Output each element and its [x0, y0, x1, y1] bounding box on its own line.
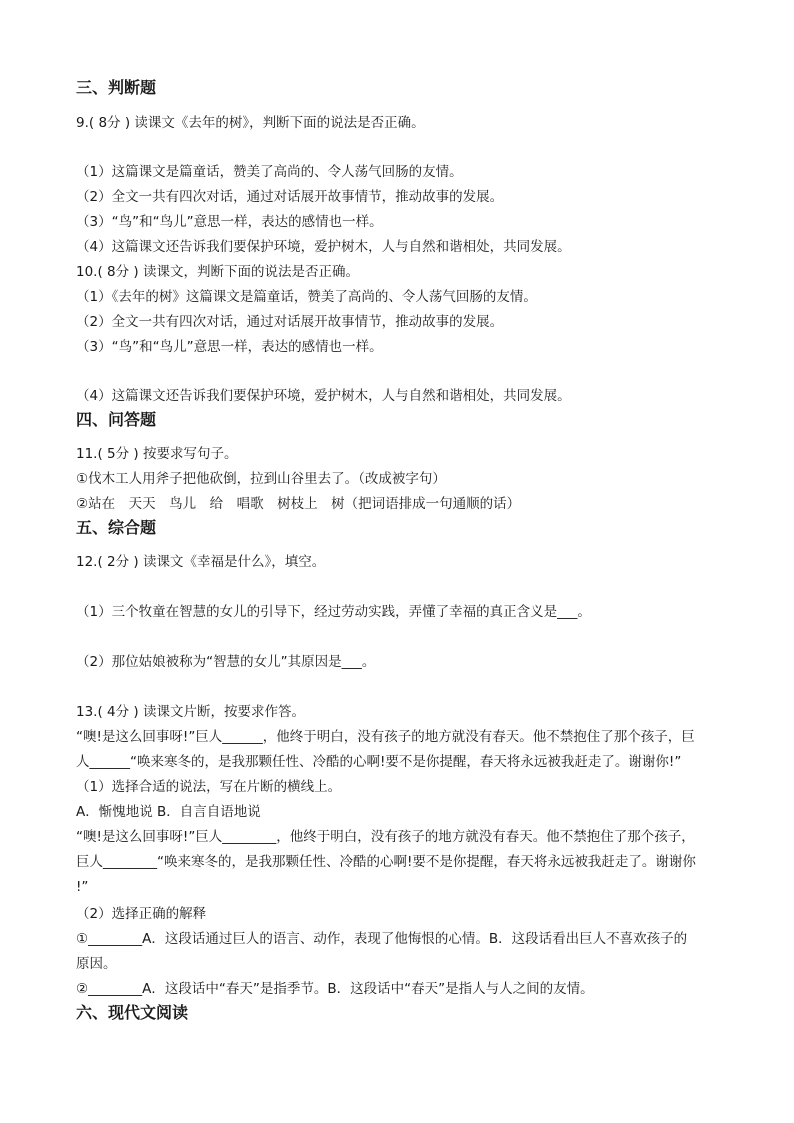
- q13-passage2-line-2: 巨人________“唤来寒冬的，是我那颗任性、冷酷的心啊!要不是你提醒，春天将永远被我赶走了。谢谢你: [76, 854, 696, 870]
- q12-header: 12.( 2分 ) 读课文《幸福是什么》，填空。: [76, 554, 326, 570]
- q10-item-1: （1）《去年的树》这篇课文是篇童话，赞美了高尚的、令人荡气回肠的友情。: [76, 289, 537, 305]
- q13-header: 13.( 4分 ) 读课文片断，按要求作答。: [76, 704, 305, 720]
- q13-passage-line-1: “噢!是这么回事呀!”巨人______，他终于明白，没有孩子的地方就没有春天。他不禁抱住了那个孩子，巨: [76, 729, 695, 745]
- q10-item-2: （2）全文一共有四次对话，通过对话展开故事情节，推动故事的发展。: [76, 314, 504, 330]
- q13-passage2-line-3: !”: [76, 879, 89, 895]
- q9-header: 9.( 8分 ) 读课文《去年的树》，判断下面的说法是否正确。: [76, 115, 425, 131]
- q10-item-4: （4）这篇课文还告诉我们要保护环境，爱护树木，人与自然和谐相处，共同发展。: [76, 388, 571, 404]
- q12-item-2: （2）那位姑娘被称为“智慧的女儿”其原因是___。: [76, 654, 376, 670]
- q13-choice-1-line-1: ①________A．这段话通过巨人的语言、动作，表现了他悔恨的心情。B．这段话看出巨人不喜欢孩子的: [76, 931, 688, 947]
- q9-item-1: （1）这篇课文是篇童话，赞美了高尚的、令人荡气回肠的友情。: [76, 164, 463, 180]
- q11-item-2: ②站在 天天 鸟儿 给 唱歌 树枝上 树（把词语排成一句通顺的话）: [76, 496, 521, 512]
- q13-passage2-line-1: “噢!是这么回事呀!”巨人________，他终于明白，没有孩子的地方就没有春天。他不禁抱住了那个孩子，: [76, 829, 695, 845]
- q13-passage-line-2: 人______“唤来寒冬的，是我那颗任性、冷酷的心啊!要不是你提醒，春天将永远被我赶走了。谢谢你!”: [76, 754, 682, 770]
- q9-item-4: （4）这篇课文还告诉我们要保护环境，爱护树木，人与自然和谐相处，共同发展。: [76, 239, 571, 255]
- q13-choice-1-line-2: 原因。: [76, 956, 117, 972]
- q12-item-1: （1）三个牧童在智慧的女儿的引导下，经过劳动实践，弄懂了幸福的真正含义是___。: [76, 604, 591, 620]
- q11-header: 11.( 5分 ) 按要求写句子。: [76, 446, 238, 462]
- q13-choice-2: ②________A．这段话中“春天”是指季节。B．这段话中“春天”是指人与人之间的友情。: [76, 981, 594, 997]
- q13-sub-question-1: （1）选择合适的说法，写在片断的横线上。: [76, 779, 342, 795]
- section-3-title: 三、判断题: [76, 78, 157, 97]
- q10-item-3: （3）“鸟”和“鸟儿”意思一样，表达的感情也一样。: [76, 339, 383, 355]
- section-4-title: 四、问答题: [76, 410, 157, 429]
- q13-options: A．惭愧地说 B．自言自语地说: [76, 804, 261, 820]
- q9-item-3: （3）“鸟”和“鸟儿”意思一样，表达的感情也一样。: [76, 214, 383, 230]
- q13-sub-question-2: （2）选择正确的解释: [76, 906, 207, 922]
- q10-header: 10.( 8分 ) 读课文，判断下面的说法是否正确。: [76, 264, 359, 280]
- q11-item-1: ①伐木工人用斧子把他砍倒，拉到山谷里去了。（改成被字句）: [76, 471, 446, 487]
- section-6-title: 六、现代文阅读: [76, 1003, 189, 1022]
- q9-item-2: （2）全文一共有四次对话，通过对话展开故事情节，推动故事的发展。: [76, 189, 504, 205]
- section-5-title: 五、综合题: [76, 518, 157, 537]
